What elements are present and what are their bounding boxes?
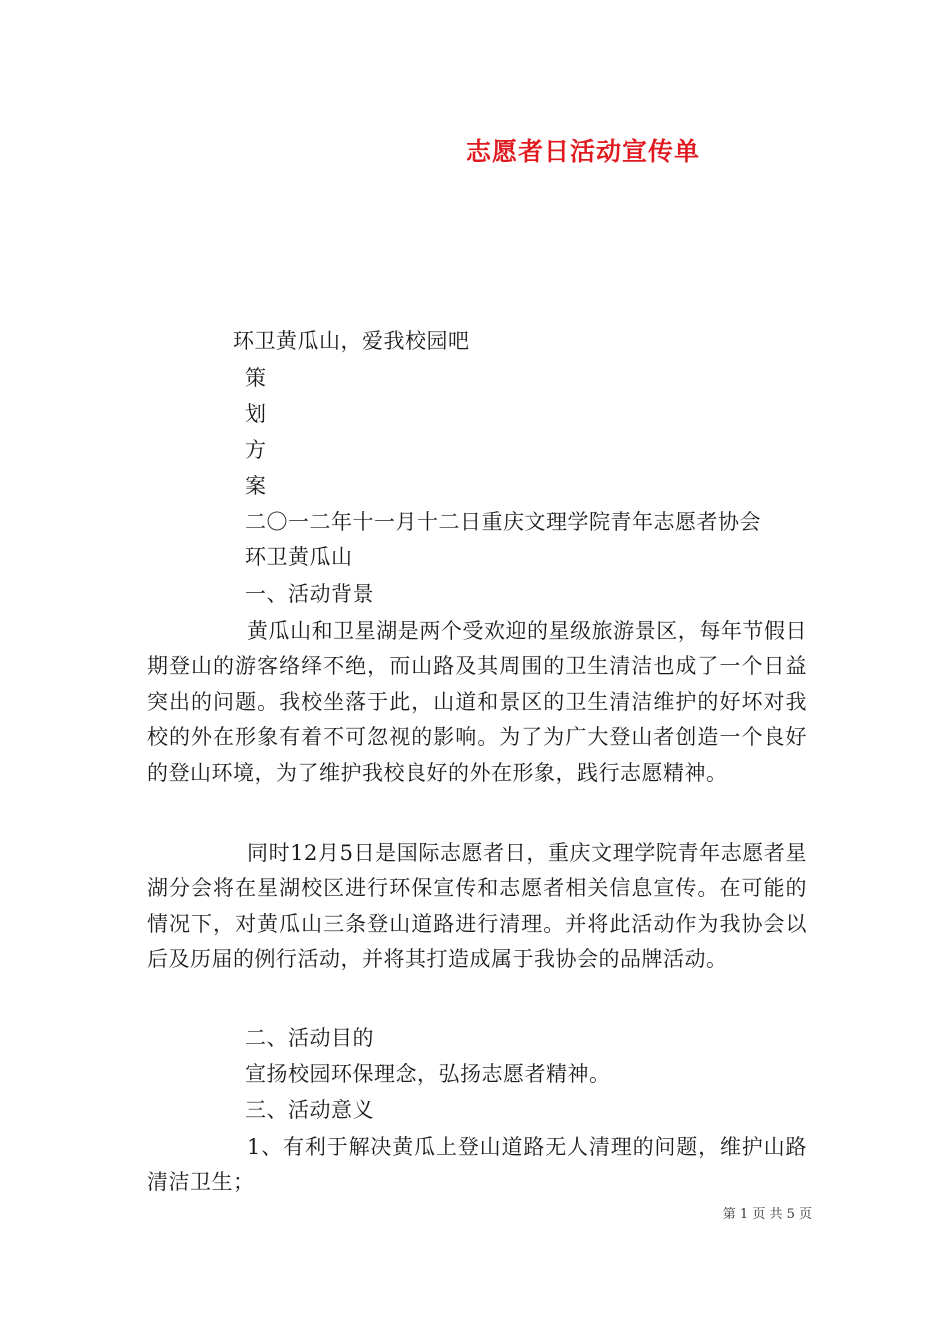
section1-paragraph-1: 黄瓜山和卫星湖是两个受欢迎的星级旅游景区，每年节假日期登山的游客络绎不绝，而山路及其周围的卫生清洁也成了一个日益突出的问题。我校坐落于此，山道和景区的卫生清洁维护的好坏对我校的外在形象有着不可忽视的影响。为了为广大登山者创造一个良好的登山环境，为了维护我校良好的外在形象，践行志愿精神。 bbox=[147, 619, 807, 785]
page-number: 第 1 页 共 5 页 bbox=[722, 1207, 812, 1222]
plan-char-1: 策 bbox=[245, 366, 267, 390]
date-organization: 二〇一二年十一月十二日重庆文理学院青年志愿者协会 bbox=[245, 510, 761, 534]
section3-item-1: 1、有利于解决黄瓜上登山道路无人清理的问题，维护山路清洁卫生； bbox=[147, 1135, 807, 1195]
document-title: 志愿者日活动宣传单 bbox=[465, 137, 700, 166]
section1-paragraph-2: 同时12月5日是国际志愿者日，重庆文理学院青年志愿者星湖分会将在星湖校区进行环保宣传和志愿者相关信息宣传。在可能的情况下，对黄瓜山三条登山道路进行清理。并将此活动作为我协会以后及历届的例行活动，并将其打造成属于我协会的品牌活动。 bbox=[147, 841, 807, 972]
section3-heading: 三、活动意义 bbox=[245, 1098, 374, 1122]
plan-char-4: 案 bbox=[245, 474, 267, 498]
plan-char-2: 划 bbox=[245, 402, 267, 426]
section2-heading: 二、活动目的 bbox=[245, 1026, 374, 1050]
subtitle: 环卫黄瓜山，爱我校园吧 bbox=[233, 329, 470, 353]
section2-text: 宣扬校园环保理念，弘扬志愿者精神。 bbox=[245, 1062, 611, 1086]
project-name: 环卫黄瓜山 bbox=[245, 545, 353, 569]
plan-char-3: 方 bbox=[245, 438, 267, 462]
section1-heading: 一、活动背景 bbox=[245, 582, 374, 606]
